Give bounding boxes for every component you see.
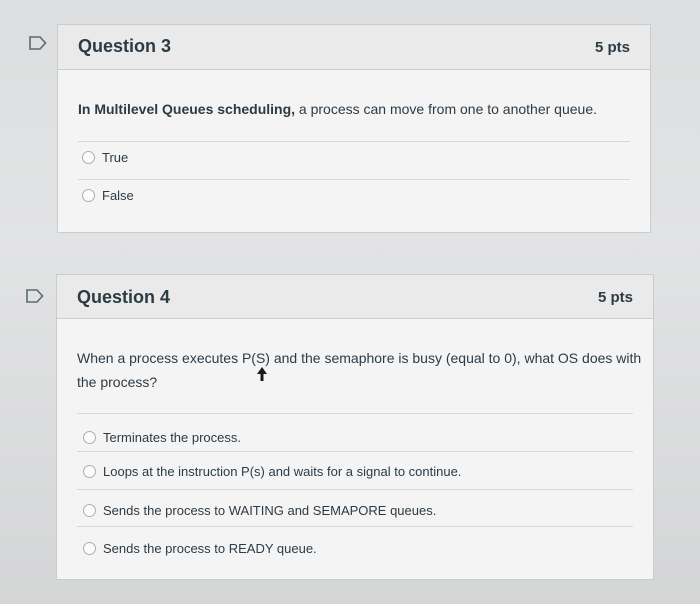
answer-label: Sends the process to READY queue. (103, 540, 317, 556)
question-4-header (57, 275, 653, 319)
question-4-divider-2 (77, 451, 633, 452)
question-3-header (58, 25, 650, 70)
question-4-text (77, 346, 642, 394)
answer-label: Terminates the process. (103, 429, 242, 445)
question-4-answer-1[interactable] (83, 427, 241, 447)
radio-button[interactable] (82, 151, 95, 164)
question-4-divider-1 (77, 413, 633, 414)
question-4-answer-3[interactable] (83, 500, 436, 520)
question-4-divider-4 (77, 526, 633, 527)
question-4-points: 5 pts (597, 289, 633, 306)
question-3-text (78, 97, 638, 121)
question-3-title: Question 3 (78, 36, 172, 56)
question-3-divider-2 (78, 179, 630, 180)
radio-button[interactable] (83, 465, 96, 478)
radio-button[interactable] (83, 431, 96, 444)
answer-label: Sends the process to WAITING and SEMAPORE queues. (103, 502, 437, 518)
question-4-card (56, 274, 654, 580)
question-3-text-bold: In Multilevel Queues scheduling, (78, 101, 296, 117)
question-4-text-rest: When a process executes P(S) and the semaphore is busy (equal to 0), what OS does with the process? (77, 350, 642, 390)
question-3-card (57, 24, 651, 233)
answer-label: True (102, 149, 129, 165)
radio-button[interactable] (83, 542, 96, 555)
question-3-answer-false[interactable] (82, 185, 134, 205)
question-3-divider-1 (78, 141, 630, 142)
question-3-points: 5 pts (594, 39, 630, 56)
answer-label: Loops at the instruction P(s) and waits for a signal to continue. (103, 463, 462, 479)
question-4-divider-3 (77, 489, 633, 490)
question-3-text-rest: a process can move from one to another queue. (295, 101, 598, 117)
question-4-title: Question 4 (77, 287, 171, 307)
question-3-answer-true[interactable] (82, 147, 128, 167)
question-4-answer-2[interactable] (83, 461, 461, 481)
radio-button[interactable] (83, 504, 96, 517)
flag-question-4-icon[interactable] (26, 289, 44, 303)
answer-label: False (102, 187, 134, 203)
mouse-pointer-icon (257, 367, 267, 381)
flag-question-3-icon[interactable] (29, 36, 47, 50)
radio-button[interactable] (82, 189, 95, 202)
question-4-answer-4[interactable] (83, 538, 317, 558)
